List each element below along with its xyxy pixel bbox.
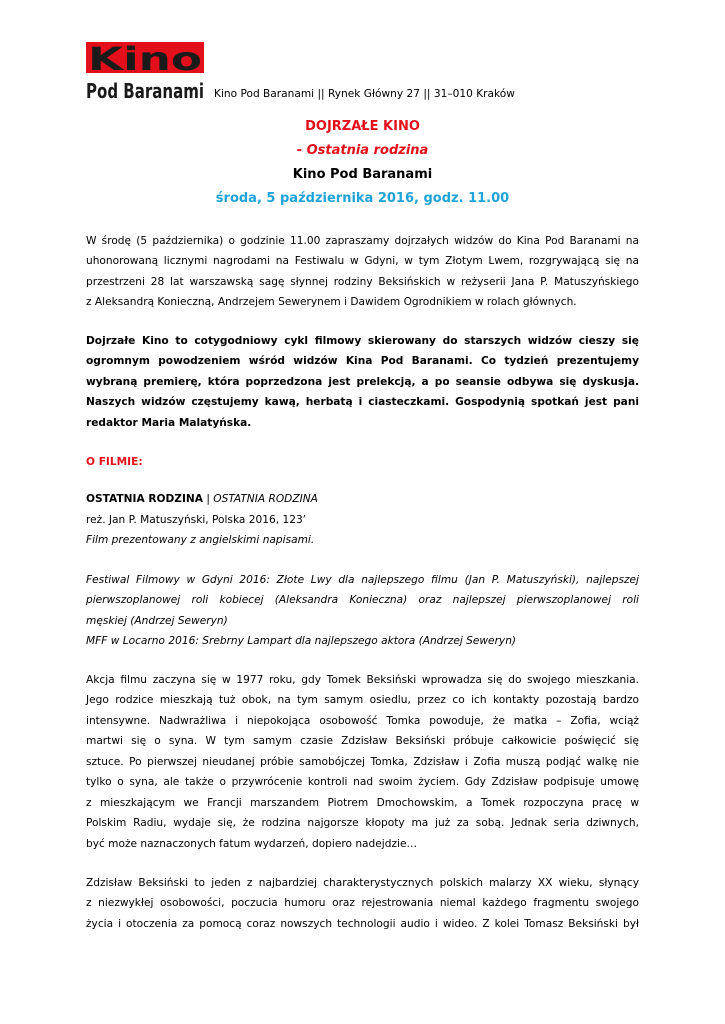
kino-pod-baranami-logo bbox=[86, 42, 204, 102]
logo-kino-text: Kino bbox=[88, 40, 202, 78]
synopsis-line: sztuce. Po pierwszej nieudanej próbie samobójczej Tomka, Zdzisław i Zofia muszą podjąć walkę nie bbox=[86, 756, 639, 768]
film-title-bold: OSTATNIA RODZINA bbox=[86, 493, 203, 505]
cycle-title: DOJRZAŁE KINO bbox=[305, 119, 420, 134]
cycle-line: ogromnym powodzeniem wśród widzów Kina Pod Baranami. Co tydzień prezentujemy bbox=[86, 355, 639, 367]
film-info-title-line bbox=[86, 492, 639, 507]
synopsis-line: Polskim Radiu, wydaje się, że rodzina najgorsze kłopoty ma już za sobą. Jednak seria dziwnych, bbox=[86, 817, 639, 829]
synopsis-line: martwi się o syna. W tym samym czasie Zdzisław Beksiński próbuje całkowicie poświęcić się bbox=[86, 735, 639, 747]
film-title-original: OSTATNIA RODZINA bbox=[213, 493, 318, 505]
synopsis-line: z mieszkającym we Francji marszandem Piotrem Dmochowskim, a Tomek rozpoczyna pracę w bbox=[86, 797, 639, 809]
beksinski-line: Zdzisław Beksiński to jeden z najbardziej charakterystycznych polskich malarzy XX wieku, słynący bbox=[86, 877, 639, 889]
award-line: pierwszoplanowej roli kobiecej (Aleksandra Konieczna) oraz najlepszej pierwszoplanowej roli bbox=[86, 594, 639, 606]
film-credits: reż. Jan P. Matuszyński, Polska 2016, 123’ bbox=[86, 514, 307, 526]
synopsis-line: Akcja filmu zaczyna się w 1977 roku, gdy Tomek Beksiński wprowadza się do swojego mieszkania. bbox=[86, 674, 639, 686]
synopsis-line: Jego rodzice mieszkają tuż obok, na tym samym osiedlu, przez co ich kontakty pozostają bardzo bbox=[86, 694, 639, 706]
synopsis-line: tylko o syna, ale także o przywrócenie kontroli nad swoim życiem. Gdy Zdzisław podpisuje umowę bbox=[86, 776, 639, 788]
intro-line: uhonorowaną licznymi nagrodami na Festiwalu w Gdyni, w tym Złotym Lwem, rozgrywającą się na bbox=[86, 255, 639, 267]
award-line: Festiwal Filmowy w Gdyni 2016: Złote Lwy dla najlepszego filmu (Jan P. Matuszyński), najlepszej bbox=[86, 574, 639, 586]
section-heading: O FILMIE: bbox=[86, 456, 143, 468]
intro-line: W środę (5 października) o godzinie 11.00 zapraszamy dojrzałych widzów do Kina Pod Baranami na bbox=[86, 235, 639, 247]
intro-line: z Aleksandrą Konieczną, Andrzejem Sewerynem i Dawidem Ogrodnikiem w rolach głównych. bbox=[86, 296, 577, 308]
award-line: męskiej (Andrzej Seweryn) bbox=[86, 615, 228, 627]
subtitles-note: Film prezentowany z angielskimi napisami. bbox=[86, 534, 315, 546]
cycle-line: Naszych widzów częstujemy kawą, herbatą i ciasteczkami. Gospodynią spotkań jest pani bbox=[86, 396, 639, 408]
beksinski-line: życia i otoczenia za pomocą coraz nowszych technologii audio i wideo. Z kolei Tomasz Beksiński był bbox=[86, 918, 639, 930]
synopsis-line: intensywne. Nadwrażliwa i niepokojąca osobowość Tomka powoduje, że matka – Zofia, wciąż bbox=[86, 715, 639, 727]
header-address: Kino Pod Baranami || Rynek Główny 27 || 31–010 Kraków bbox=[214, 88, 515, 100]
award-line: MFF w Locarno 2016: Srebrny Lampart dla najlepszego aktora (Andrzej Seweryn) bbox=[86, 635, 517, 647]
title-separator: | bbox=[202, 493, 214, 505]
cycle-line: redaktor Maria Malatyńska. bbox=[86, 417, 252, 429]
beksinski-line: z niezwykłej osobowości, poczucia humoru oraz rejestrowania niemal każdego fragmentu swojego bbox=[86, 897, 639, 909]
intro-line: przestrzeni 28 lat warszawską sagę słynnej rodziny Beksińskich w reżyserii Jana P. Matuszyńskiego bbox=[86, 276, 639, 288]
synopsis-line: być może naznaczonych fatum wydarzeń, dopiero nadejdzie… bbox=[86, 838, 418, 850]
cycle-line: wybraną premierę, która poprzedzona jest prelekcją, a po seansie odbywa się dyskusja. bbox=[86, 376, 639, 388]
cycle-line: Dojrzałe Kino to cotygodniowy cykl filmowy skierowany do starszych widzów cieszy się bbox=[86, 335, 639, 347]
venue-title: Kino Pod Baranami bbox=[292, 167, 433, 182]
date-title: środa, 5 października 2016, godz. 11.00 bbox=[215, 191, 510, 206]
logo-pod-baranami-text: Pod Baranami bbox=[86, 79, 204, 103]
film-title: - Ostatnia rodzina bbox=[296, 143, 429, 158]
